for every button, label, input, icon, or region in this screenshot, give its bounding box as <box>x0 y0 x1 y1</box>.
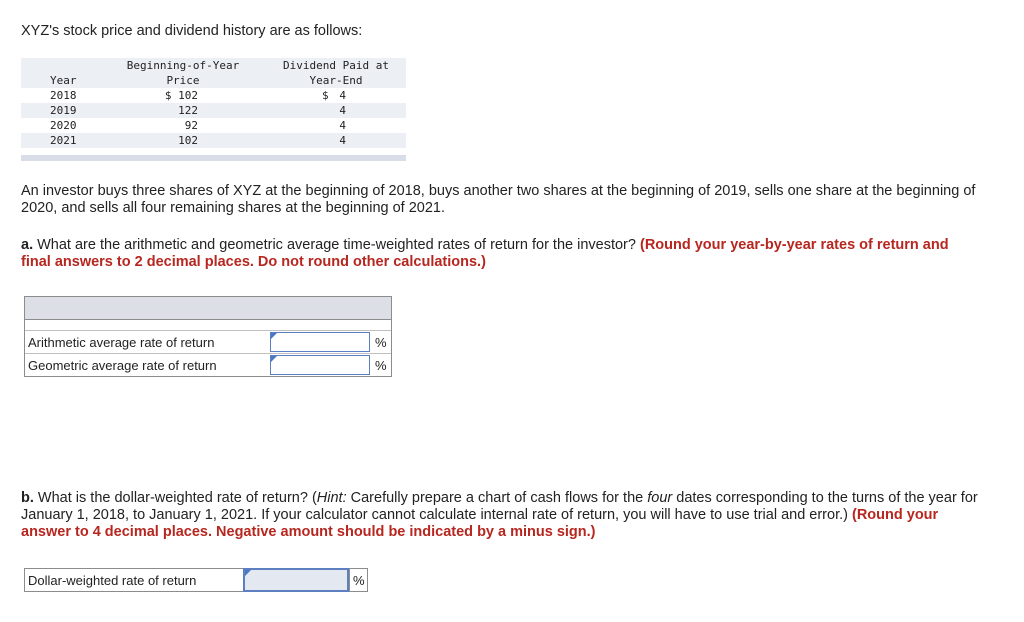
input-flag-icon <box>271 356 277 362</box>
dividend-currency-sign: $ <box>322 89 329 102</box>
percent-unit: % <box>353 573 365 588</box>
question-b <box>21 490 981 541</box>
dollar-weighted-input[interactable] <box>243 568 349 592</box>
question-b-text-1: What is the dollar-weighted rate of return? ( <box>33 490 317 506</box>
question-a <box>21 237 981 271</box>
answer-row-b <box>24 568 368 592</box>
dividend-cell: 4 <box>339 134 346 147</box>
table-header <box>21 58 406 88</box>
table-row <box>21 133 406 148</box>
dividend-header-line1: Dividend Paid at <box>283 59 389 72</box>
arithmetic-label: Arithmetic average rate of return <box>28 335 215 350</box>
scenario-text: An investor buys three shares of XYZ at the beginning of 2018, buys another two shares at the beginning of 2019, sells one share at the beginning of 2020, and sells all four remaining shares at the beginning of 2021. <box>21 183 976 216</box>
question-b-text-2: Carefully prepare a chart of cash flows for the <box>346 490 648 506</box>
question-b-instruction: (Round your answer to 4 decimal places. Negative amount should be indicated by a minus sign.) <box>21 507 939 540</box>
price-cell: $ 102 <box>164 89 198 102</box>
price-cell: 92 <box>184 119 198 132</box>
geometric-row <box>25 353 391 376</box>
price-header-line1: Beginning-of-Year <box>126 59 240 72</box>
question-a-text: What are the arithmetic and geometric average time-weighted rates of return for the investor? <box>33 237 640 253</box>
question-a-instruction: (Round your year-by-year rates of return and final answers to 2 decimal places. Do not round other calculations.) <box>21 237 949 270</box>
year-header: Year <box>50 74 77 87</box>
answer-table-a <box>24 296 392 377</box>
table-row <box>21 118 406 133</box>
percent-unit: % <box>375 335 387 350</box>
year-cell: 2018 <box>50 89 77 102</box>
price-cell: 102 <box>178 134 198 147</box>
question-a-prefix: a. <box>21 237 34 253</box>
price-cell: 122 <box>178 104 198 117</box>
hint-label: Hint: <box>316 490 347 506</box>
dividend-cell: 4 <box>339 119 346 132</box>
price-header-line2: Price <box>166 74 200 87</box>
year-cell: 2021 <box>50 134 77 147</box>
percent-unit: % <box>375 358 387 373</box>
dollar-weighted-label: Dollar-weighted rate of return <box>28 573 197 588</box>
question-b-prefix: b. <box>21 490 34 506</box>
four-emphasis: four <box>647 490 673 506</box>
year-cell: 2019 <box>50 104 77 117</box>
arithmetic-input[interactable] <box>270 332 370 352</box>
geometric-input[interactable] <box>270 355 370 375</box>
input-flag-icon <box>245 570 251 576</box>
question-b-text-3: dates corresponding to the turns of the year for January 1, 2018, to January 1, 2021. If your calculator cannot calculate internal rate of return, you will have to use trial and error.) <box>21 490 978 523</box>
arithmetic-row <box>25 331 391 353</box>
answer-table-gap <box>25 320 391 331</box>
dividend-header-line2: Year-End <box>309 74 363 87</box>
table-footer-bar <box>21 155 406 161</box>
table-row <box>21 103 406 118</box>
dividend-cell: 4 <box>339 104 346 117</box>
table-row <box>21 88 406 103</box>
year-cell: 2020 <box>50 119 77 132</box>
cell-divider <box>349 569 350 591</box>
answer-table-header <box>25 297 391 320</box>
intro-text: XYZ's stock price and dividend history are as follows: <box>21 23 363 39</box>
input-flag-icon <box>271 333 277 339</box>
geometric-label: Geometric average rate of return <box>28 358 217 373</box>
price-dividend-table <box>21 58 406 161</box>
dividend-cell: 4 <box>339 89 346 102</box>
